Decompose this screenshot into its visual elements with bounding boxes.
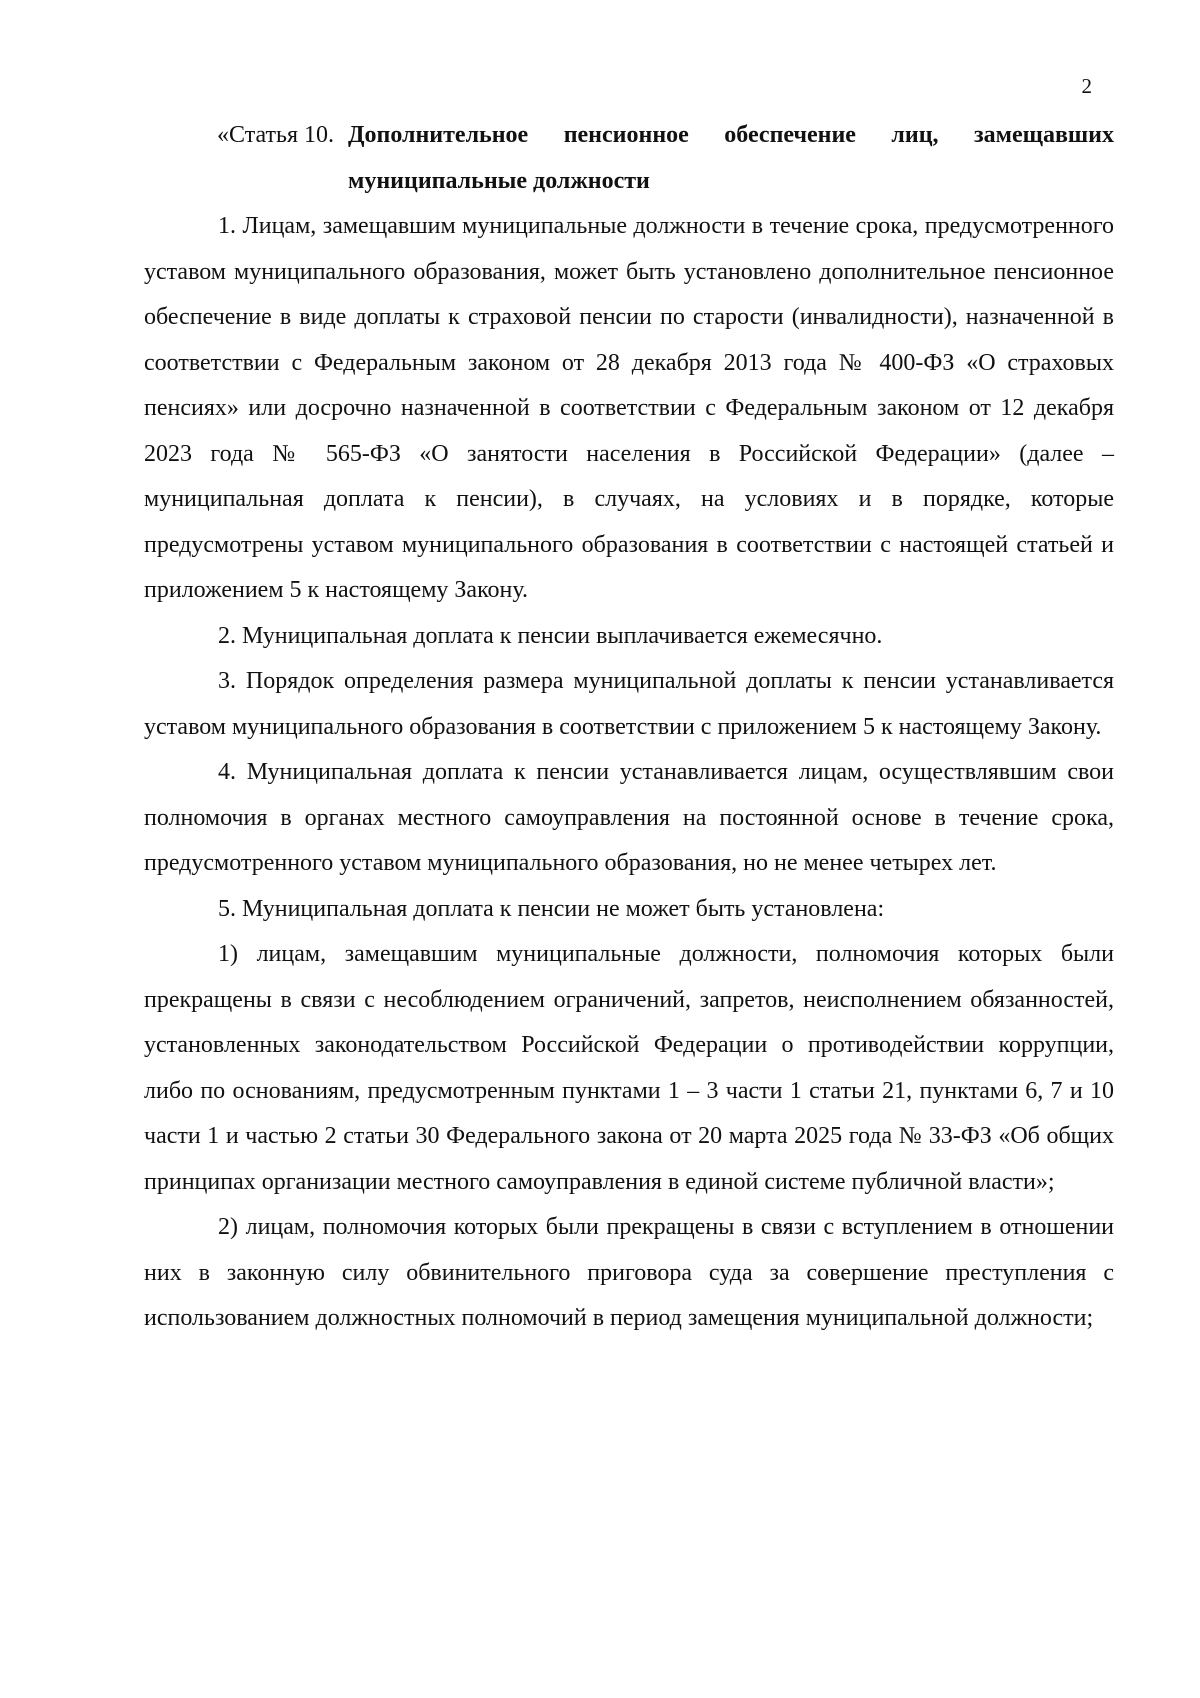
- paragraph-number: 1.: [218, 213, 236, 239]
- document-body: [144, 113, 1114, 1342]
- paragraph-text: Муниципальная доплата к пенсии не может быть установлена:: [242, 895, 885, 922]
- paragraph-text: Муниципальная доплата к пенсии выплачивается ежемесячно.: [242, 622, 883, 649]
- paragraph-2: [144, 614, 1114, 660]
- paragraph-3: [144, 659, 1114, 750]
- paragraph-number: 3.: [218, 668, 236, 694]
- paragraph-text: Порядок определения размера муниципальной доплаты к пенсии устанавливается уставом муниципального образования в соответствии с приложением 5 к настоящему Закону.: [144, 668, 1115, 740]
- paragraph-1: [144, 204, 1114, 614]
- article-title: Дополнительное пенсионное обеспечение лиц, замещавших муниципальные должности: [347, 122, 1114, 194]
- article-heading: [217, 113, 1114, 204]
- page-number: 2: [1081, 74, 1092, 98]
- subparagraph-1: [144, 932, 1114, 1205]
- paragraph-4: [144, 750, 1114, 887]
- paragraph-number: 5.: [218, 895, 236, 922]
- paragraph-number: 2.: [218, 622, 236, 649]
- subparagraph-2: [144, 1205, 1114, 1342]
- subparagraph-text: лицам, замещавшим муниципальные должности, полномочия которых были прекращены в связи с несоблюдением ограничений, запретов, неисполнением обязанностей, установленных законодательством Российской Федерации о противодействии коррупции, либо по основаниям, предусмотренным пунктами 1 – 3 части 1 статьи 21, пунктами 6, 7 и 10 части 1 и частью 2 статьи 30 Федерального закона от 20 марта 2025 года № 33-ФЗ «Об общих принципах организации местного самоуправления в единой системе публичной власти»;: [144, 941, 1115, 1195]
- paragraph-number: 4.: [218, 759, 236, 785]
- paragraph-5: [144, 887, 1114, 933]
- paragraph-text: Муниципальная доплата к пенсии устанавливается лицам, осуществлявшим свои полномочия в органах местного самоуправления на постоянной основе в течение срока, предусмотренного уставом муниципального образования, но не менее четырех лет.: [144, 759, 1114, 876]
- subparagraph-number: 2): [218, 1214, 238, 1240]
- subparagraph-text: лицам, полномочия которых были прекращены в связи с вступлением в отношении них в законную силу обвинительного приговора суда за совершение преступления с использованием должностных полномочий в период замещения муниципальной должности;: [144, 1214, 1115, 1331]
- subparagraph-number: 1): [218, 941, 238, 967]
- paragraph-text: Лицам, замещавшим муниципальные должности в течение срока, предусмотренного уставом муниципального образования, может быть установлено дополнительное пенсионное обеспечение в виде доплаты к страховой пенсии по старости (инвалидности), назначенной в соответствии с Федеральным законом от 28 декабря 2013 года № 400-ФЗ «О страховых пенсиях» или досрочно назначенной в соответствии с Федеральным законом от 12 декабря 2023 года № 565-ФЗ «О занятости населения в Российской Федерации» (далее – муниципальная доплата к пенсии), в случаях, на условиях и в порядке, которые предусмотрены уставом муниципального образования в соответствии с настоящей статьей и приложением 5 к настоящему Закону.: [144, 213, 1115, 603]
- article-number: «Статья 10.: [217, 122, 334, 148]
